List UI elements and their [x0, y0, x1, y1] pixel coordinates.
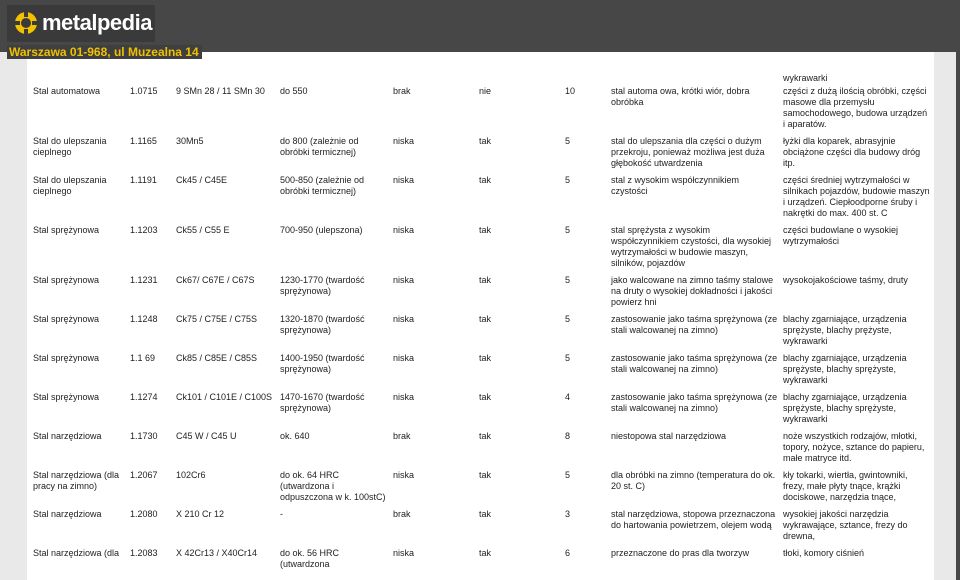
table-row — [31, 314, 934, 353]
cell-material-number: 1.2067 — [130, 470, 158, 480]
cell-weldability: niska — [393, 548, 415, 558]
table-row — [31, 431, 934, 470]
cell-hardenability: tak — [479, 392, 492, 402]
cell-description: stal narzędziowa, stopowa przeznaczona do hartowania powietrzem, olejem wodą — [611, 509, 776, 530]
cell-class: 5 — [565, 314, 571, 324]
cell-hardenability: tak — [479, 314, 492, 324]
cell-steel-name: Stal sprężynowa — [33, 392, 100, 402]
cell-material-number: 1.1248 — [130, 314, 158, 324]
right-edge-bar — [956, 0, 960, 580]
cell-material-number: 1.1191 — [130, 175, 157, 185]
cell-uses: blachy zgarniające, urządzenia sprężyste, blachy sprężyste, wykrawarki — [783, 353, 907, 385]
cell-designation: Ck45 / C45E — [176, 175, 228, 185]
cell-weldability: brak — [393, 509, 411, 519]
cell-class: 5 — [565, 470, 571, 480]
cell-uses: wysokojakościowe taśmy, druty — [783, 275, 908, 285]
cell-strength: 500-850 (zależnie od obróbki termicznej) — [280, 175, 365, 196]
address-text: Warszawa 01-968, ul Muzealna 14 — [7, 45, 202, 59]
cell-description: zastosowanie jako taśma sprężynowa (ze stali walcowanej na zimno) — [611, 392, 778, 413]
table-row — [31, 353, 934, 392]
cell-hardenability: tak — [479, 470, 492, 480]
cell-hardenability: tak — [479, 275, 492, 285]
cell-weldability: niska — [393, 275, 415, 285]
cell-description: jako walcowane na zimno taśmy stalowe na druty o wysokiej dokładności i jakości powierz hni — [611, 275, 774, 307]
table-row — [31, 470, 934, 509]
cell-steel-name: Stal narzędziowa — [33, 431, 102, 441]
cell-designation: Ck67/ C67E / C67S — [176, 275, 255, 285]
cell-designation: X 42Cr13 / X40Cr14 — [176, 548, 258, 558]
cell-uses: kły tokarki, wiertła, gwintowniki, frezy, małe płyty tnące, krążki dociskowe, narzędzia tnące, — [783, 470, 908, 502]
cell-class: 5 — [565, 136, 571, 146]
cell-uses: części budowlane o wysokiej wytrzymałości — [783, 225, 899, 246]
cell-weldability: niska — [393, 353, 415, 363]
cell-uses: części z dużą ilością obróbki, części masowe dla przemysłu samochodowego, budowa urządzeń i aparatów. — [783, 86, 928, 129]
logo[interactable] — [7, 5, 155, 42]
cell-description: stal z wysokim współczynnikiem czystości — [611, 175, 740, 196]
cell-strength: do ok. 56 HRC (utwardzona — [280, 548, 340, 569]
cell-hardenability: nie — [479, 86, 492, 96]
cell-material-number: 1.1274 — [130, 392, 158, 402]
cell-strength: 1230-1770 (twardość sprężynowa) — [280, 275, 365, 296]
cell-strength: - — [280, 509, 283, 519]
cell-weldability: brak — [393, 431, 411, 441]
cell-class: 5 — [565, 225, 571, 235]
cell-designation: Ck55 / C55 E — [176, 225, 230, 235]
cell-weldability: brak — [393, 86, 411, 96]
cell-uses: blachy zgarniające, urządzenia sprężyste, blachy prężyste, wykrawarki — [783, 314, 907, 346]
cell-steel-name: Stal narzędziowa (dla pracy na zimno) — [33, 470, 120, 491]
steel-grades-table — [31, 56, 934, 576]
table-row — [31, 275, 934, 314]
cell-designation: 30Mn5 — [176, 136, 204, 146]
cell-designation: 102Cr6 — [176, 470, 206, 480]
cell-hardenability: tak — [479, 431, 492, 441]
cell-class: 5 — [565, 275, 571, 285]
table-row — [31, 392, 934, 431]
cell-steel-name: Stal do ulepszania cieplnego — [33, 175, 107, 196]
cell-uses: blachy zgarniające, urządzenia sprężyste, blachy sprężyste, wykrawarki — [783, 392, 907, 424]
table-row — [31, 175, 934, 225]
cell-strength: ok. 640 — [280, 431, 310, 441]
cell-material-number: 1.0715 — [130, 86, 158, 96]
cell-hardenability: tak — [479, 175, 492, 185]
cell-weldability: niska — [393, 136, 415, 146]
cell-material-number: 1.2083 — [130, 548, 158, 558]
cell-description: przeznaczone do pras dla tworzyw — [611, 548, 750, 558]
cell-uses: łyżki dla koparek, abrasyjnie obciążone części dla budowy dróg itp. — [783, 136, 921, 168]
cell-steel-name: Stal automatowa — [33, 86, 101, 96]
table-row — [31, 136, 934, 175]
cell-designation: X 210 Cr 12 — [176, 509, 225, 519]
cell-uses: tłoki, komory ciśnień — [783, 548, 865, 558]
cell-steel-name: Stal sprężynowa — [33, 353, 100, 363]
cell-strength: 1320-1870 (twardość sprężynowa) — [280, 314, 365, 335]
cell-class: 5 — [565, 175, 571, 185]
cell-designation: Ck101 / C101E / C100S — [176, 392, 273, 402]
cell-hardenability: tak — [479, 353, 492, 363]
cell-description: stal automa owa, krótki wiór, dobra obróbka — [611, 86, 750, 107]
cell-hardenability: tak — [479, 136, 492, 146]
cell-weldability: niska — [393, 392, 415, 402]
cell-designation: 9 SMn 28 / 11 SMn 30 — [176, 86, 265, 96]
cell-uses: części średniej wytrzymałości w silnikach pojazdów, budowie maszyn i urządzeń. Ciepłoodporne śruby i nakrętki do max. 400 st. C — [783, 175, 930, 218]
cell-steel-name: Stal sprężynowa — [33, 275, 100, 285]
cell-uses: wykrawarki — [783, 73, 828, 83]
cell-steel-name: Stal narzędziowa (dla — [33, 548, 120, 558]
table-row — [31, 56, 934, 86]
cell-class: 5 — [565, 353, 571, 363]
cell-strength: do 800 (zależnie od obróbki termicznej) — [280, 136, 359, 157]
cell-class: 3 — [565, 509, 571, 519]
cell-uses: noże wszystkich rodzajów, młotki, topory, nożyce, sztance do papieru, małe matryce itd. — [783, 431, 925, 463]
cell-weldability: niska — [393, 225, 415, 235]
cell-class: 10 — [565, 86, 576, 96]
cell-steel-name: Stal do ulepszania cieplnego — [33, 136, 107, 157]
table-row — [31, 548, 934, 576]
cell-steel-name: Stal narzędziowa — [33, 509, 102, 519]
logo-text: metalpedia — [42, 10, 152, 35]
cell-strength: do ok. 64 HRC (utwardzona i odpuszczona w k. 100stC) — [280, 470, 386, 502]
cell-description: dla obróbki na zimno (temperatura do ok. 20 st. C) — [611, 470, 776, 491]
table-row — [31, 509, 934, 548]
cell-material-number: 1.1165 — [130, 136, 157, 146]
logo-icon — [12, 9, 40, 37]
cell-class: 8 — [565, 431, 571, 441]
cell-description: stal do ulepszania dla części o dużym przekroju, ponieważ możliwa jest duża głębokość utwardzenia — [611, 136, 765, 168]
cell-weldability: niska — [393, 470, 415, 480]
cell-material-number: 1.1 69 — [130, 353, 156, 363]
cell-strength: 1400-1950 (twardość sprężynowa) — [280, 353, 365, 374]
cell-steel-name: Stal sprężynowa — [33, 225, 100, 235]
cell-material-number: 1.1730 — [130, 431, 158, 441]
cell-weldability: niska — [393, 314, 415, 324]
cell-material-number: 1.1203 — [130, 225, 158, 235]
cell-description: zastosowanie jako taśma sprężynowa (ze stali walcowanej na zimno) — [611, 314, 778, 335]
cell-designation: Ck85 / C85E / C85S — [176, 353, 258, 363]
cell-designation: Ck75 / C75E / C75S — [176, 314, 258, 324]
cell-steel-name: Stal sprężynowa — [33, 314, 100, 324]
cell-strength: 700-950 (ulepszona) — [280, 225, 363, 235]
cell-material-number: 1.1231 — [130, 275, 158, 285]
content-area — [0, 52, 956, 580]
cell-hardenability: tak — [479, 548, 492, 558]
cell-weldability: niska — [393, 175, 415, 185]
cell-description: stal sprężysta z wysokim współczynnikiem czystości, dla wysokiej wytrzymałości w budowie maszyn, silników, pojazdów — [611, 225, 772, 268]
cell-uses: wysokiej jakości narzędzia wykrawające, sztance, frezy do drewna, — [783, 509, 908, 541]
cell-strength: do 550 — [280, 86, 308, 96]
cell-description: zastosowanie jako taśma sprężynowa (ze stali walcowanej na zimno) — [611, 353, 778, 374]
cell-designation: C45 W / C45 U — [176, 431, 237, 441]
cell-class: 4 — [565, 392, 571, 402]
cell-strength: 1470-1670 (twardość sprężynowa) — [280, 392, 365, 413]
table-row — [31, 86, 934, 136]
cell-hardenability: tak — [479, 225, 492, 235]
cell-description: niestopowa stal narzędziowa — [611, 431, 727, 441]
cell-hardenability: tak — [479, 509, 492, 519]
cell-class: 6 — [565, 548, 571, 558]
table-row — [31, 225, 934, 275]
cell-material-number: 1.2080 — [130, 509, 158, 519]
